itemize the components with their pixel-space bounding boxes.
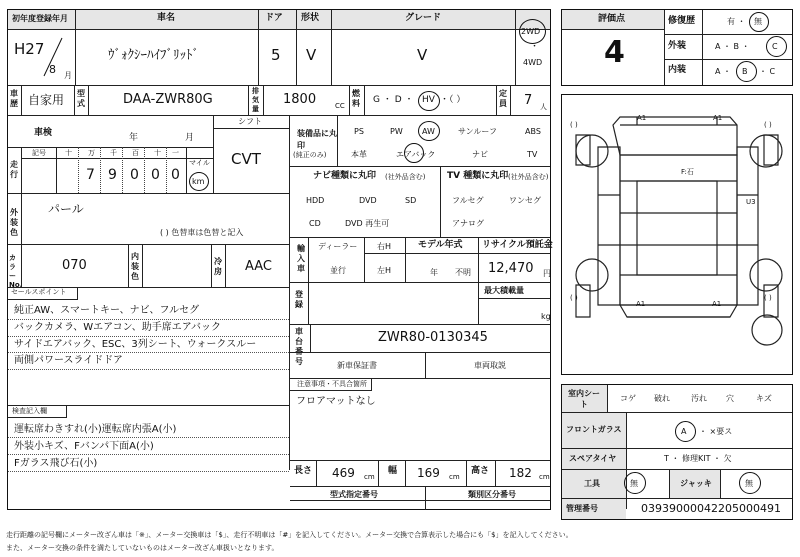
month-unit: 月 — [64, 71, 72, 80]
import-right[interactable]: 右H — [377, 242, 392, 251]
ac-label: 冷房 — [214, 257, 222, 276]
capacity-label: 定員 — [499, 89, 507, 108]
drive-4wd: 4WD — [523, 58, 543, 67]
notice-label: 注意事項・不具合箇所 — [297, 380, 367, 388]
import-parallel[interactable]: 並行 — [330, 266, 346, 275]
recycle-yen: 円 — [543, 269, 551, 278]
reg-label: 登録 — [295, 290, 303, 309]
grade-label: グレード — [405, 13, 442, 23]
drive-dot: ・ — [530, 42, 540, 52]
equip-aw[interactable]: AW — [422, 127, 435, 136]
exterior-value: C — [772, 42, 778, 51]
width-cm: cm — [449, 473, 460, 481]
mileage-digit-5: 0 — [171, 167, 180, 183]
recycle-value: 12,470 — [488, 261, 534, 276]
tv-oneseg[interactable]: ワンセグ — [509, 196, 541, 205]
jack-label: ジャッキ — [680, 479, 712, 488]
equipment-sub: (純正のみ) — [293, 151, 327, 159]
seat-item-2[interactable]: 破れ — [654, 394, 670, 403]
nav-label: ナビ種類に丸印 — [313, 171, 377, 181]
tv-sub: (社外品含む) — [508, 173, 549, 181]
inspection-month: 月 — [185, 133, 195, 143]
tv-analog[interactable]: アナログ — [452, 219, 484, 228]
tools-label: 工具 — [584, 479, 600, 488]
svg-text:( ): ( ) — [570, 294, 578, 302]
first-reg-era: H27 — [14, 40, 45, 58]
nav-hdd[interactable]: HDD — [306, 196, 325, 205]
inspection-label: 車検 — [34, 128, 53, 138]
tv-fullseg[interactable]: フルセグ — [452, 196, 484, 205]
svg-text:( ): ( ) — [764, 121, 772, 129]
fuel-value: HV — [422, 95, 435, 105]
footer-line-1: 走行距離の記号欄にメーター改ざん車は「※」、メーター交換車は「$」、走行不明車は「#」を記入してください。メーター交換で合算表示した場合にも「$」を記入してください。 — [6, 531, 573, 539]
inspection-year: 年 — [129, 133, 139, 143]
svg-text:( ): ( ) — [764, 294, 772, 302]
length-label: 長さ — [294, 466, 313, 476]
equip-leather[interactable]: 本革 — [351, 150, 367, 159]
chassis-value: ZWR80-0130345 — [378, 330, 488, 345]
height-value: 182 — [509, 466, 532, 480]
equip-sunroof[interactable]: サンルーフ — [458, 127, 497, 136]
model-year-unknown: 不明 — [455, 268, 471, 277]
diagram-mark-a1-3: A1 — [636, 300, 646, 308]
mileage-unit-4: 百 — [132, 149, 139, 157]
category-label: 類別区分番号 — [468, 490, 516, 499]
shift-value: CVT — [231, 150, 261, 168]
mileage-unit-3: 千 — [110, 149, 117, 157]
displacement-value: 1800 — [283, 92, 317, 107]
mileage-digit-1: 7 — [86, 167, 95, 183]
jack-value: 無 — [745, 479, 753, 488]
doors-value: 5 — [271, 46, 281, 64]
model-year-label: モデル年式 — [418, 240, 463, 250]
seat-item-5[interactable]: キズ — [756, 394, 772, 403]
mileage-unit-0: 記号 — [32, 149, 46, 157]
repair-none: 無 — [754, 17, 762, 26]
sales-line-1: 純正AW、スマートキー、ナビ、フルセグ — [14, 305, 200, 316]
manual-label[interactable]: 車両取説 — [474, 361, 506, 370]
footer-line-2: また、メーター交換の条件を満たしていないものはメーター改ざん車扱いとなります。 — [6, 544, 279, 552]
repair-label: 修復歴 — [668, 16, 696, 26]
seat-item-4[interactable]: 穴 — [726, 394, 734, 403]
glass-value: A — [681, 427, 687, 436]
nav-cd[interactable]: CD — [309, 219, 321, 228]
color-note: ( ) 色替車は色替と記入 — [160, 228, 244, 237]
diagram-mark-fstone: F:石 — [681, 168, 694, 176]
capacity-value: 7 — [524, 93, 533, 108]
import-left[interactable]: 左H — [377, 266, 392, 275]
nav-dvd[interactable]: DVD — [359, 196, 377, 205]
max-load-kg: kg — [541, 312, 551, 321]
inspector-line-3: Fガラス飛び石(小) — [14, 458, 98, 469]
warranty-label[interactable]: 新車保証書 — [337, 361, 377, 370]
sales-label: セールスポイント — [11, 288, 67, 296]
interior-c: ・ C — [759, 67, 776, 76]
fuel-paren: ・（ ） — [440, 95, 466, 105]
mileage-label: 走行 — [10, 160, 18, 179]
exterior-label: 外装 — [668, 41, 687, 51]
equip-pw[interactable]: PW — [390, 127, 403, 136]
length-cm: cm — [364, 473, 375, 481]
spare-items: T ・ 修理KIT ・ 欠 — [664, 454, 732, 463]
car-name-value: ｳﾞｫｸｼｰﾊｲﾌﾞﾘｯﾄﾞ — [108, 48, 199, 63]
first-reg-month: 8 — [49, 63, 56, 76]
diagram-mark-a1-2: A1 — [713, 114, 723, 122]
mileage-digit-2: 9 — [108, 167, 117, 183]
mileage-unit: km — [192, 177, 205, 186]
recycle-label: リサイクル預託金 — [482, 240, 553, 250]
score-value: 4 — [604, 35, 625, 70]
first-reg-label: 初年度登録年月 — [12, 14, 68, 23]
door-label: ドア — [265, 13, 283, 23]
length-value: 469 — [332, 466, 355, 480]
seat-item-3[interactable]: 汚れ — [691, 394, 707, 403]
sales-line-3: サイドエアバック、ESC、3列シート、ウォークスルー — [14, 339, 257, 350]
equip-ps[interactable]: PS — [354, 127, 364, 136]
equip-tv[interactable]: TV — [527, 150, 538, 159]
inspector-label: 検査記入欄 — [12, 407, 47, 415]
shape-value: V — [306, 46, 317, 64]
spare-label: スペアタイヤ — [569, 454, 617, 463]
repair-options: 有 ・ — [727, 17, 746, 26]
notice-value: フロアマットなし — [296, 396, 376, 407]
nav-dvd-play[interactable]: DVD 再生可 — [345, 219, 390, 228]
nav-sub: (社外品含む) — [385, 173, 426, 181]
mileage-digit-3: 0 — [130, 167, 139, 183]
exterior-options: A ・ B ・ — [715, 42, 750, 51]
cc-unit: CC — [335, 102, 345, 110]
mgmt-value: 03939000042205000491 — [641, 502, 781, 515]
diagram-mark-a1-4: A1 — [712, 300, 722, 308]
fuel-options: G ・ D ・ — [373, 95, 414, 105]
sales-line-2: バックカメラ、Wエアコン、助手席エアバック — [14, 322, 221, 333]
svg-text:( ): ( ) — [570, 121, 578, 129]
car-name-label: 車名 — [157, 13, 176, 23]
color-no-value: 070 — [62, 258, 87, 273]
interior-value: B — [742, 67, 748, 76]
inspector-line-1: 運転席わきすれ(小)運転席内張A(小) — [14, 424, 177, 435]
width-label: 幅 — [388, 466, 398, 476]
model-year-unit: 年 — [430, 268, 438, 277]
height-label: 高さ — [471, 466, 490, 476]
import-dealer[interactable]: ディーラー — [318, 242, 358, 251]
color-no-label: カラーNo. — [9, 254, 23, 289]
model-value: DAA-ZWR80G — [123, 92, 213, 107]
capacity-unit: 人 — [540, 103, 547, 111]
grade-value: V — [417, 46, 428, 64]
seat-label: 室内シート — [568, 389, 600, 409]
mileage-unit-1: 十 — [65, 149, 72, 157]
glass-rest: ・ ×要ス — [699, 427, 733, 436]
diagram-mark-u3: U3 — [746, 198, 756, 206]
interior-label: 内装 — [668, 65, 687, 75]
nav-sd[interactable]: SD — [405, 196, 417, 205]
mileage-unit-6: 一 — [172, 149, 179, 157]
int-color-label: 内装色 — [131, 252, 139, 281]
chassis-label: 車台番号 — [295, 327, 303, 366]
mileage-unit-2: 万 — [88, 149, 95, 157]
type-label: 型式指定番号 — [330, 490, 378, 499]
score-label: 評価点 — [598, 14, 626, 24]
mileage-digit-4: 0 — [151, 167, 160, 183]
displacement-label: 排気量 — [252, 87, 259, 113]
tv-label: TV 種類に丸印 — [447, 171, 509, 181]
color-value: パール — [48, 202, 84, 216]
car-diagram — [562, 95, 792, 374]
width-value: 169 — [417, 466, 440, 480]
shift-label: シフト — [238, 117, 262, 126]
usage-label: 車歴 — [10, 89, 18, 108]
equip-airbag[interactable]: エアバック — [396, 150, 436, 159]
inspector-line-2: 外装小キズ、Fバンパ下面A(小) — [14, 441, 154, 452]
sales-line-4: 両側パワースライドドア — [14, 355, 123, 366]
shape-label: 形状 — [301, 13, 320, 23]
usage-value: 自家用 — [28, 93, 65, 107]
mgmt-label: 管理番号 — [566, 504, 598, 513]
diagram-mark-a1-1: A1 — [637, 114, 647, 122]
drive-2wd: 2WD — [521, 27, 541, 36]
equip-abs[interactable]: ABS — [525, 127, 541, 136]
tools-value: 無 — [630, 479, 638, 488]
import-label: 輸入車 — [297, 244, 305, 273]
equip-navi[interactable]: ナビ — [472, 150, 488, 159]
color-label: 外装色 — [10, 208, 18, 237]
ac-value: AAC — [245, 259, 272, 274]
max-load-label: 最大積載量 — [484, 286, 524, 295]
glass-label: フロントガラス — [566, 425, 622, 434]
model-label: 型式 — [77, 89, 85, 108]
mileage-unit-5: 十 — [154, 149, 161, 157]
equipment-label: 装備品に丸印 — [297, 129, 337, 150]
mileage-unit-7: マイル — [189, 159, 210, 167]
height-cm: cm — [539, 473, 550, 481]
fuel-label: 燃料 — [352, 89, 360, 108]
interior-a: A ・ — [715, 67, 732, 76]
seat-item-1[interactable]: コゲ — [620, 394, 636, 403]
